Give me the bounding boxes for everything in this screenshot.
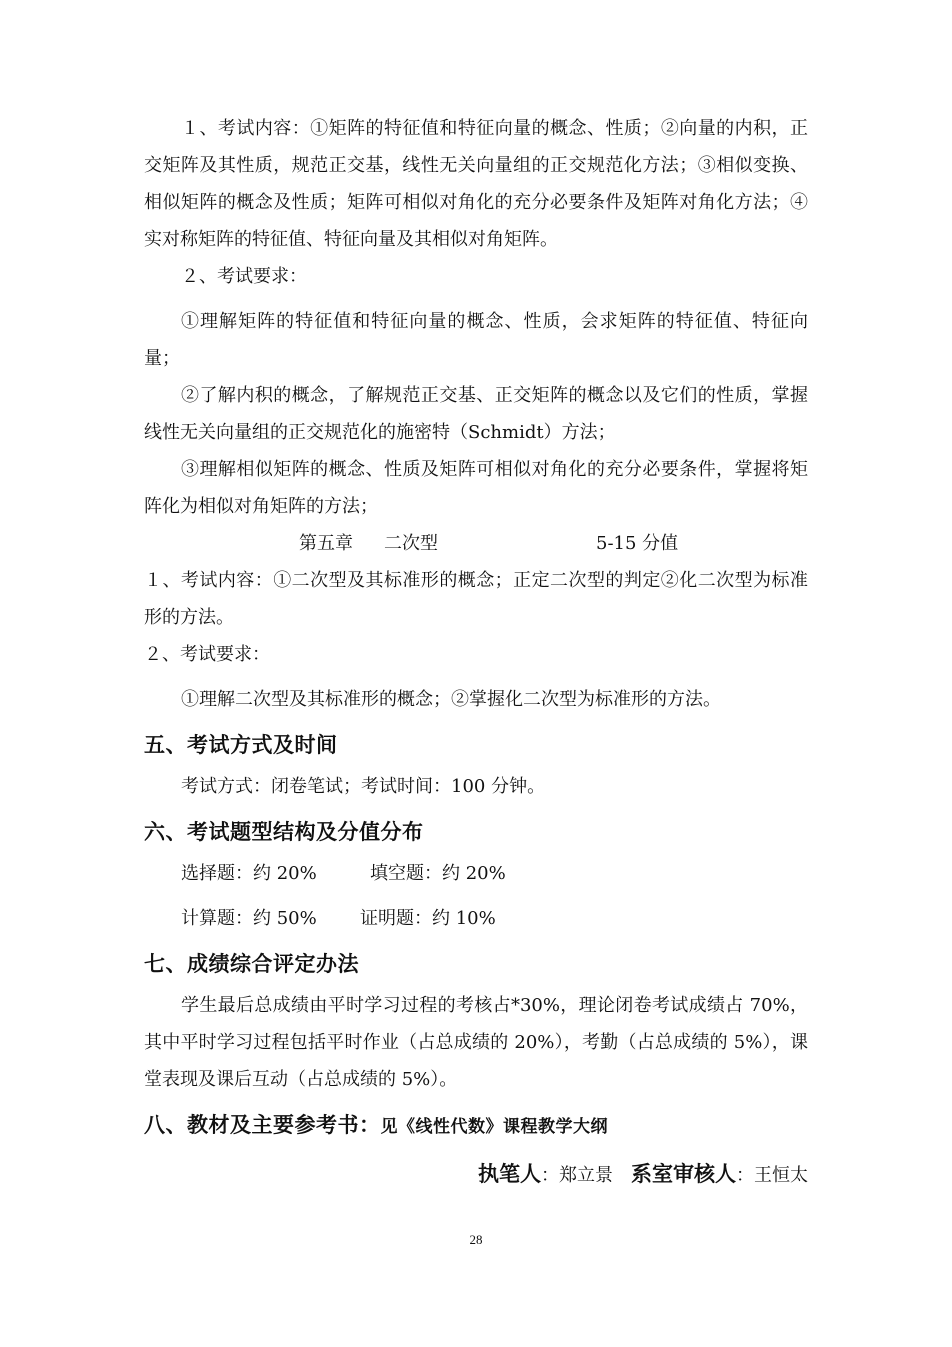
section-7-text: 学生最后总成绩由平时学习过程的考核占*30%，理论闭卷考试成绩占 70%，其中平时学习过程包括平时作业（占总成绩的 20%），考勤（占总成绩的 5%），课堂表现及课后互动（占总成绩的 5%）。 [144, 995, 808, 1090]
page-number: 28 [469, 1232, 483, 1247]
section-7-heading: 七、成绩综合评定办法 [144, 952, 359, 976]
ch5-requirement-1: ①理解二次型及其标准形的概念；②掌握化二次型为标准形的方法。 [181, 689, 721, 710]
chapter-5-number: 第五章 [299, 533, 353, 554]
proof-questions: 证明题：约 10% [360, 908, 496, 929]
ch4-requirement-3: ③理解相似矩阵的概念、性质及矩阵可相似对角化的充分必要条件，掌握将矩阵化为相似对角矩阵的方法； [144, 459, 808, 517]
ch4-exam-content: １、考试内容：①矩阵的特征值和特征向量的概念、性质；②向量的内积，正交矩阵及其性质，规范正交基，线性无关向量组的正交规范化方法；③相似变换、相似矩阵的概念及性质；矩阵可相似对角化的充分必要条件及矩阵对角化方法；④实对称矩阵的特征值、特征向量及其相似对角矩阵。 [144, 118, 808, 250]
ch4-requirement-1: ①理解矩阵的特征值和特征向量的概念、性质，会求矩阵的特征值、特征向量； [144, 311, 808, 369]
reviewer-separator: ： [736, 1165, 754, 1186]
choice-questions: 选择题：约 20% [181, 863, 317, 884]
section-8-title: 八、教材及主要参考书： [144, 1113, 381, 1137]
page-content [144, 110, 808, 1194]
question-types-row-1 [144, 855, 808, 892]
ch4-requirements-label: ２、考试要求： [181, 266, 307, 287]
ch4-requirement-2: ②了解内积的概念，了解规范正交基、正交矩阵的概念以及它们的性质，掌握线性无关向量组的正交规范化的施密特（Schmidt）方法； [144, 385, 808, 443]
fill-questions: 填空题：约 20% [370, 863, 506, 884]
section-5-heading: 五、考试方式及时间 [144, 733, 338, 757]
writer-separator: ： [541, 1165, 559, 1186]
ch5-requirements-label: ２、考试要求： [144, 644, 270, 665]
section-6-heading: 六、考试题型结构及分值分布 [144, 820, 424, 844]
reviewer-label: 系室审核人 [631, 1162, 736, 1186]
chapter-5-score: 5-15 分值 [596, 533, 679, 554]
calc-questions: 计算题：约 50% [181, 908, 317, 929]
writer-label: 执笔人 [478, 1162, 541, 1186]
reviewer-name: 王恒太 [754, 1165, 808, 1186]
chapter-5-name: 二次型 [384, 533, 438, 554]
signoff-line [144, 1156, 808, 1194]
writer-name: 郑立景 [559, 1165, 613, 1186]
section-8-heading [144, 1110, 808, 1142]
chapter-5-header [144, 525, 808, 562]
question-types-row-2 [144, 900, 808, 937]
section-5-text: 考试方式：闭卷笔试；考试时间：100 分钟。 [181, 776, 546, 797]
ch5-exam-content: １、考试内容：①二次型及其标准形的概念；正定二次型的判定②化二次型为标准形的方法。 [144, 570, 808, 628]
section-8-subtitle: 见《线性代数》课程教学大纲 [380, 1117, 608, 1137]
